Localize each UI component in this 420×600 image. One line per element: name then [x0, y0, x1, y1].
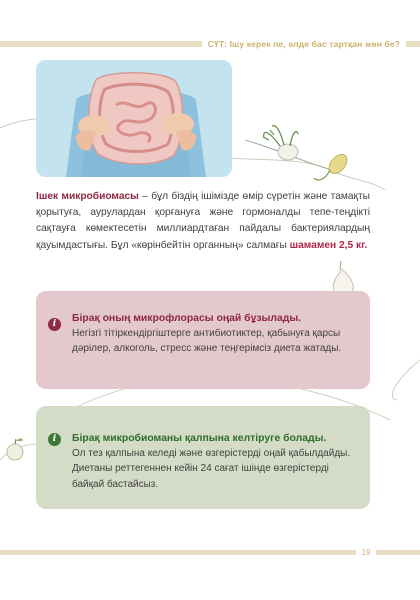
problem-card-title: Бірақ оның микрофлорасы оңай бұзылады.: [72, 313, 302, 324]
term-highlight: Ішек микробиомасы: [36, 191, 139, 202]
weight-highlight: шамамен 2,5 кг.: [289, 239, 368, 251]
radish-icon: [263, 126, 298, 160]
microflora-problem-card: [36, 291, 370, 389]
page-number: 19: [356, 546, 376, 559]
intro-paragraph: [36, 189, 370, 254]
hero-illustration: [36, 60, 232, 177]
restore-card-title: Бірақ микробиоманы қалпына келтіруге болады.: [72, 433, 327, 444]
corn-icon: [314, 151, 350, 180]
problem-card-body: Негізгі тітіркендіргіштерге антибиотиктер, қабынуға қарсы дәрілер, алкоголь, стресс және теңгерімсіз диета жатады.: [72, 328, 342, 355]
restore-card-body: Ол тез қалпына келеді және өзгерістерді оңай қабылдайды. Диетаны реттегеннен кейін 24 сағат ішінде өзгерістерді байқай бастайсыз.: [72, 448, 351, 490]
intestine-model-illustration: [36, 60, 232, 177]
microbiome-restore-card: [36, 406, 370, 509]
intro-text: – бұл біздің ішімізде өмір сүретін және тамақты қорытуға, аурулардан қорғануға және гормоналды тепе-теңдікті сақтауға көмектесетін миллиардтаған пайдалы бактериялардың қауымдастығы. Бұл «көрінбейтін органның» салмағы: [36, 191, 370, 251]
page-header-title: СҮТ: Ішу керек пе, әлде бас тартқан жөн бе?: [202, 37, 406, 51]
apple-icon: [7, 438, 23, 460]
info-icon: i: [48, 433, 61, 446]
info-icon: i: [48, 318, 61, 331]
